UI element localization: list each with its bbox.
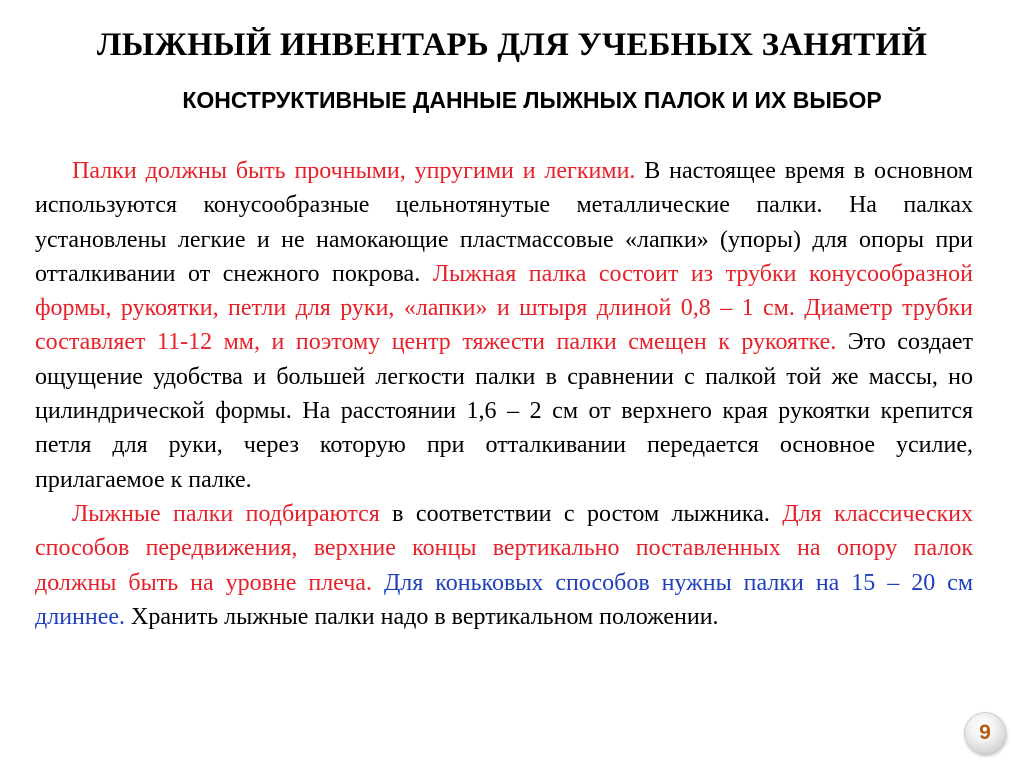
page-number: 9 <box>979 721 991 744</box>
body-text-segment: В настоящее время в основном используются конусообразные цельнотянутые металлические палки. На палках установлены легкие и не намокающие пластмассовые «лапки» (упоры) для опоры при отталкивании от снежного покрова. <box>35 158 973 287</box>
paragraph-poles-construction <box>35 154 973 497</box>
highlight-blue-text: Для коньковых способов нужны палки на 15 – 20 см длиннее. <box>35 569 974 630</box>
paragraph-poles-selection <box>35 497 973 634</box>
slide-subtitle: КОНСТРУКТИВНЫЕ ДАННЫЕ ЛЫЖНЫХ ПАЛОК И ИХ ВЫБОР <box>182 87 882 113</box>
body-text-segment: в соответствии с ростом лыжника. <box>379 500 783 527</box>
body-text-segment <box>372 570 384 596</box>
body-text <box>35 154 973 634</box>
highlight-red-text: Палки должны быть прочными, упругими и легкими. <box>72 158 636 184</box>
page-number-badge <box>964 712 1006 754</box>
highlight-red-text: Для классических способов передвижения, верхние концы вертикально поставленных на опору палок должны быть на уровне плеча. <box>35 500 973 596</box>
highlight-red-text: Лыжная палка состоит из трубки конусообразной формы, рукоятки, петли для руки, «лапки» и штыря длиной 0,8 – 1 см. Диаметр трубки составляет 11-12 мм, и поэтому центр тяжести палки смещен к рукоятке. <box>35 260 973 356</box>
slide-title: ЛЫЖНЫЙ ИНВЕНТАРЬ ДЛЯ УЧЕБНЫХ ЗАНЯТИЙ <box>96 27 928 63</box>
body-text-segment: Хранить лыжные палки надо в вертикальном положении. <box>125 603 719 630</box>
highlight-red-text: Лыжные палки подбираются <box>72 500 380 527</box>
body-text-segment: Это создает ощущение удобства и большей легкости палки в сравнении с палкой той же массы, но цилиндрической формы. На расстоянии 1,6 – 2 см от верхнего края рукоятки крепится петля для руки, через которую при отталкивании передается основное усилие, прилагаемое к палке. <box>35 329 973 493</box>
